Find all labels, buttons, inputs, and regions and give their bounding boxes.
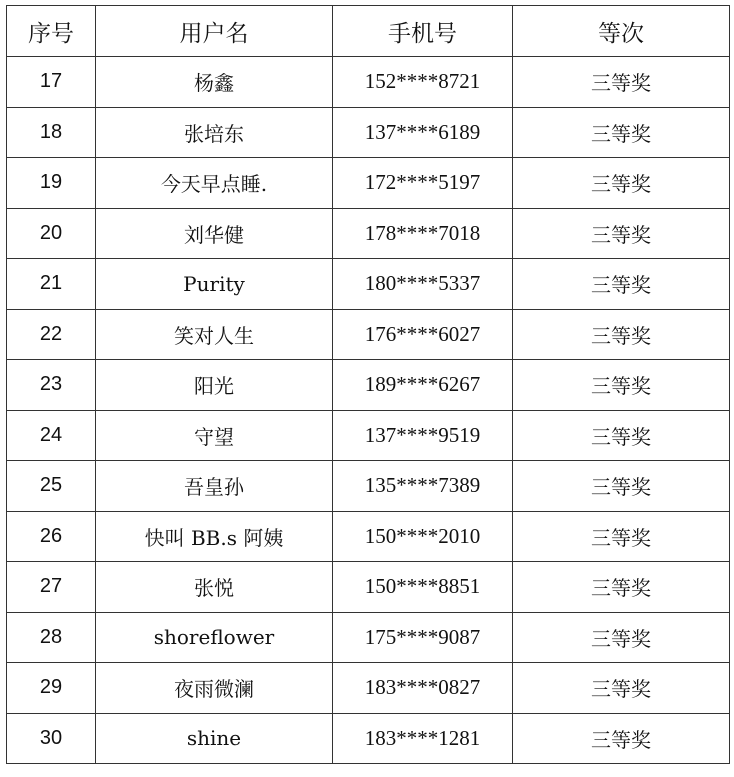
table-row [7, 208, 730, 259]
cell-rank: 三等奖 [513, 107, 730, 158]
cell-seq: 20 [7, 208, 96, 259]
cell-seq: 23 [7, 360, 96, 411]
cell-username: 快叫 BB.s 阿姨 [96, 511, 333, 562]
header-rank: 等次 [513, 6, 730, 57]
cell-rank: 三等奖 [513, 309, 730, 360]
cell-rank: 三等奖 [513, 461, 730, 512]
cell-phone: 189****6267 [333, 360, 513, 411]
cell-rank: 三等奖 [513, 562, 730, 613]
cell-rank: 三等奖 [513, 208, 730, 259]
table-body [7, 57, 730, 764]
header-phone: 手机号 [333, 6, 513, 57]
cell-phone: 183****0827 [333, 663, 513, 714]
cell-username: 吾皇孙 [96, 461, 333, 512]
table-row [7, 158, 730, 209]
cell-phone: 137****6189 [333, 107, 513, 158]
cell-rank: 三等奖 [513, 612, 730, 663]
table-row [7, 360, 730, 411]
cell-username: 阳光 [96, 360, 333, 411]
table-row [7, 562, 730, 613]
table-row [7, 309, 730, 360]
cell-rank: 三等奖 [513, 511, 730, 562]
table-header [7, 6, 730, 57]
cell-seq: 17 [7, 57, 96, 108]
cell-rank: 三等奖 [513, 713, 730, 764]
cell-phone: 178****7018 [333, 208, 513, 259]
cell-username: 杨鑫 [96, 57, 333, 108]
table-row [7, 57, 730, 108]
cell-rank: 三等奖 [513, 158, 730, 209]
cell-seq: 26 [7, 511, 96, 562]
cell-seq: 22 [7, 309, 96, 360]
cell-seq: 25 [7, 461, 96, 512]
winners-table [6, 5, 730, 764]
cell-seq: 30 [7, 713, 96, 764]
cell-username: Purity [96, 259, 333, 310]
cell-username: 夜雨微澜 [96, 663, 333, 714]
table-row [7, 107, 730, 158]
cell-phone: 175****9087 [333, 612, 513, 663]
table-row [7, 612, 730, 663]
cell-username: 笑对人生 [96, 309, 333, 360]
cell-seq: 29 [7, 663, 96, 714]
cell-username: shine [96, 713, 333, 764]
cell-username: 今天早点睡. [96, 158, 333, 209]
cell-rank: 三等奖 [513, 663, 730, 714]
cell-seq: 21 [7, 259, 96, 310]
cell-seq: 19 [7, 158, 96, 209]
cell-seq: 28 [7, 612, 96, 663]
table-row [7, 511, 730, 562]
cell-username: 张悦 [96, 562, 333, 613]
cell-username: 张培东 [96, 107, 333, 158]
table-row [7, 461, 730, 512]
table-row [7, 410, 730, 461]
header-username: 用户名 [96, 6, 333, 57]
cell-phone: 150****8851 [333, 562, 513, 613]
table-row [7, 663, 730, 714]
cell-phone: 180****5337 [333, 259, 513, 310]
cell-phone: 137****9519 [333, 410, 513, 461]
cell-phone: 135****7389 [333, 461, 513, 512]
header-seq: 序号 [7, 6, 96, 57]
table-row [7, 713, 730, 764]
header-row [7, 6, 730, 57]
cell-username: shoreflower [96, 612, 333, 663]
cell-username: 刘华健 [96, 208, 333, 259]
cell-phone: 152****8721 [333, 57, 513, 108]
cell-rank: 三等奖 [513, 410, 730, 461]
cell-seq: 18 [7, 107, 96, 158]
cell-phone: 150****2010 [333, 511, 513, 562]
cell-username: 守望 [96, 410, 333, 461]
cell-seq: 24 [7, 410, 96, 461]
cell-phone: 183****1281 [333, 713, 513, 764]
table-row [7, 259, 730, 310]
cell-seq: 27 [7, 562, 96, 613]
cell-rank: 三等奖 [513, 360, 730, 411]
cell-rank: 三等奖 [513, 259, 730, 310]
cell-phone: 172****5197 [333, 158, 513, 209]
cell-rank: 三等奖 [513, 57, 730, 108]
cell-phone: 176****6027 [333, 309, 513, 360]
